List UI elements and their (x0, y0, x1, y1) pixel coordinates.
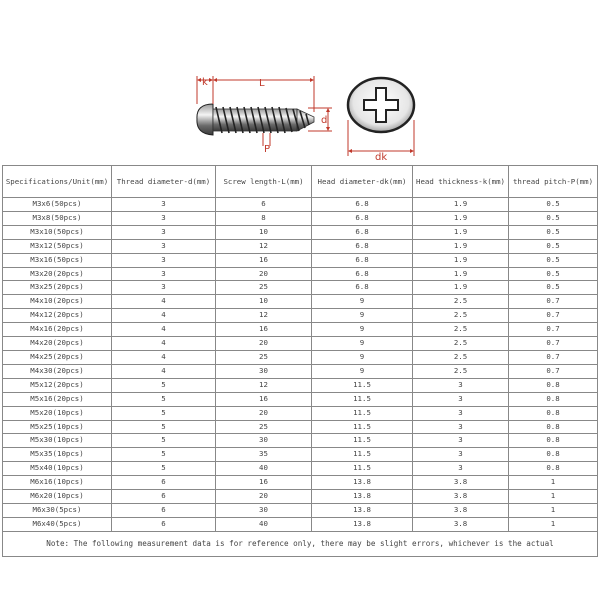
cell-specification: M6x16(10pcs) (3, 476, 112, 490)
cell-specification: M4x20(20pcs) (3, 337, 112, 351)
cell-thread-diameter: 4 (112, 295, 216, 309)
table-row (3, 364, 598, 378)
header-thread-pitch: thread pitch-P(mm) (509, 166, 598, 198)
cell-thread-pitch: 0.8 (509, 378, 598, 392)
cell-thread-pitch: 0.7 (509, 309, 598, 323)
cell-head-thickness: 3 (413, 434, 509, 448)
cell-head-diameter: 11.5 (312, 462, 413, 476)
cell-screw-length: 25 (216, 350, 312, 364)
cell-thread-pitch: 0.8 (509, 420, 598, 434)
table-row (3, 490, 598, 504)
cell-head-thickness: 3 (413, 378, 509, 392)
cell-thread-pitch: 0.8 (509, 406, 598, 420)
cell-head-thickness: 2.5 (413, 350, 509, 364)
cell-thread-diameter: 5 (112, 420, 216, 434)
table-row (3, 392, 598, 406)
cell-head-thickness: 1.9 (413, 267, 509, 281)
cell-head-thickness: 2.5 (413, 364, 509, 378)
cell-thread-diameter: 5 (112, 462, 216, 476)
header-specifications: Specifications/Unit(mm) (3, 166, 112, 198)
cell-screw-length: 16 (216, 476, 312, 490)
cell-head-diameter: 13.8 (312, 476, 413, 490)
cell-head-diameter: 13.8 (312, 490, 413, 504)
cell-thread-pitch: 0.5 (509, 267, 598, 281)
table-header-row (3, 166, 598, 198)
cell-thread-pitch: 0.5 (509, 211, 598, 225)
cell-screw-length: 16 (216, 253, 312, 267)
table-row (3, 517, 598, 531)
table-row (3, 239, 598, 253)
cell-head-thickness: 3.8 (413, 490, 509, 504)
cell-head-thickness: 3 (413, 448, 509, 462)
cell-thread-diameter: 6 (112, 503, 216, 517)
cell-thread-pitch: 0.7 (509, 364, 598, 378)
table-row (3, 281, 598, 295)
cell-specification: M5x16(20pcs) (3, 392, 112, 406)
cell-thread-pitch: 0.5 (509, 198, 598, 212)
cell-specification: M4x16(20pcs) (3, 323, 112, 337)
table-row (3, 295, 598, 309)
table-row (3, 448, 598, 462)
cell-screw-length: 20 (216, 406, 312, 420)
table-row (3, 434, 598, 448)
cell-thread-pitch: 1 (509, 476, 598, 490)
cell-head-diameter: 6.8 (312, 281, 413, 295)
screw-head (197, 104, 213, 135)
cell-screw-length: 20 (216, 267, 312, 281)
cell-thread-pitch: 0.8 (509, 392, 598, 406)
table-row (3, 420, 598, 434)
cell-head-diameter: 9 (312, 309, 413, 323)
cell-head-diameter: 11.5 (312, 406, 413, 420)
cell-specification: M4x10(20pcs) (3, 295, 112, 309)
cell-specification: M3x12(50pcs) (3, 239, 112, 253)
cell-thread-pitch: 0.5 (509, 225, 598, 239)
cell-specification: M6x30(5pcs) (3, 503, 112, 517)
cell-thread-diameter: 6 (112, 476, 216, 490)
cell-thread-diameter: 5 (112, 434, 216, 448)
table-row (3, 337, 598, 351)
table-row (3, 211, 598, 225)
cell-head-diameter: 6.8 (312, 239, 413, 253)
cell-thread-pitch: 1 (509, 517, 598, 531)
cell-head-thickness: 1.9 (413, 198, 509, 212)
cell-head-thickness: 3.8 (413, 476, 509, 490)
cell-head-thickness: 1.9 (413, 281, 509, 295)
cell-head-thickness: 1.9 (413, 225, 509, 239)
cell-thread-pitch: 0.5 (509, 253, 598, 267)
cell-thread-pitch: 1 (509, 503, 598, 517)
cell-screw-length: 30 (216, 364, 312, 378)
cell-screw-length: 12 (216, 239, 312, 253)
cell-specification: M3x10(50pcs) (3, 225, 112, 239)
cell-head-diameter: 9 (312, 295, 413, 309)
cell-specification: M5x30(10pcs) (3, 434, 112, 448)
cell-thread-diameter: 6 (112, 490, 216, 504)
cell-head-diameter: 11.5 (312, 378, 413, 392)
cell-screw-length: 12 (216, 378, 312, 392)
note-row (3, 531, 598, 556)
cell-screw-length: 12 (216, 309, 312, 323)
cell-head-diameter: 9 (312, 364, 413, 378)
cell-screw-length: 10 (216, 295, 312, 309)
table-row (3, 267, 598, 281)
dim-label-L: L (259, 78, 265, 89)
cell-thread-diameter: 3 (112, 281, 216, 295)
cell-screw-length: 30 (216, 503, 312, 517)
cell-thread-diameter: 3 (112, 239, 216, 253)
table-row (3, 476, 598, 490)
cell-head-diameter: 13.8 (312, 503, 413, 517)
cell-thread-diameter: 5 (112, 448, 216, 462)
cell-thread-pitch: 1 (509, 490, 598, 504)
cell-head-thickness: 1.9 (413, 239, 509, 253)
cell-head-thickness: 1.9 (413, 211, 509, 225)
cell-thread-diameter: 3 (112, 253, 216, 267)
table-row (3, 225, 598, 239)
reference-note: Note: The following measurement data is for reference only, there may be slight errors, whichever is the actual (3, 531, 598, 556)
table-row (3, 198, 598, 212)
dim-label-k: k (202, 77, 208, 88)
cell-thread-pitch: 0.7 (509, 323, 598, 337)
header-head-thickness: Head thickness-k(mm) (413, 166, 509, 198)
cell-screw-length: 20 (216, 490, 312, 504)
cell-thread-diameter: 4 (112, 364, 216, 378)
cell-head-diameter: 9 (312, 350, 413, 364)
dim-label-d: d (321, 115, 328, 126)
cell-head-diameter: 6.8 (312, 253, 413, 267)
dim-label-dk: dk (375, 152, 388, 163)
cell-head-thickness: 3 (413, 420, 509, 434)
cell-screw-length: 40 (216, 462, 312, 476)
cell-head-diameter: 6.8 (312, 211, 413, 225)
cell-head-thickness: 2.5 (413, 295, 509, 309)
cell-specification: M4x12(20pcs) (3, 309, 112, 323)
header-thread-diameter: Thread diameter-d(mm) (112, 166, 216, 198)
cell-specification: M3x6(50pcs) (3, 198, 112, 212)
table-row (3, 253, 598, 267)
cell-specification: M5x35(10pcs) (3, 448, 112, 462)
cell-head-thickness: 3 (413, 462, 509, 476)
cell-thread-diameter: 5 (112, 378, 216, 392)
cell-thread-diameter: 3 (112, 267, 216, 281)
cell-thread-pitch: 0.7 (509, 350, 598, 364)
cell-head-diameter: 11.5 (312, 434, 413, 448)
cell-head-diameter: 9 (312, 323, 413, 337)
header-head-diameter: Head diameter-dk(mm) (312, 166, 413, 198)
cell-head-thickness: 3 (413, 406, 509, 420)
screw-side-view (197, 104, 314, 135)
cell-head-thickness: 3.8 (413, 503, 509, 517)
cell-screw-length: 35 (216, 448, 312, 462)
screw-head-front-view (348, 78, 414, 132)
specification-table (2, 165, 598, 557)
cell-specification: M3x16(50pcs) (3, 253, 112, 267)
cell-specification: M6x20(10pcs) (3, 490, 112, 504)
cell-thread-diameter: 3 (112, 198, 216, 212)
cell-thread-diameter: 4 (112, 337, 216, 351)
cell-specification: M3x25(20pcs) (3, 281, 112, 295)
cell-thread-pitch: 0.8 (509, 434, 598, 448)
cell-screw-length: 10 (216, 225, 312, 239)
cell-head-diameter: 11.5 (312, 392, 413, 406)
table-row (3, 309, 598, 323)
dim-label-p: P (264, 144, 271, 155)
cell-head-diameter: 11.5 (312, 420, 413, 434)
cell-head-thickness: 2.5 (413, 309, 509, 323)
cell-specification: M5x40(10pcs) (3, 462, 112, 476)
cell-thread-diameter: 6 (112, 517, 216, 531)
screw-diagram (0, 0, 600, 165)
cell-thread-pitch: 0.7 (509, 337, 598, 351)
table-row (3, 503, 598, 517)
cell-screw-length: 16 (216, 323, 312, 337)
table-row (3, 323, 598, 337)
table-row (3, 350, 598, 364)
cell-head-thickness: 1.9 (413, 253, 509, 267)
cell-specification: M3x8(50pcs) (3, 211, 112, 225)
cell-thread-diameter: 3 (112, 225, 216, 239)
cell-specification: M4x25(20pcs) (3, 350, 112, 364)
cell-thread-pitch: 0.8 (509, 462, 598, 476)
cell-thread-pitch: 0.8 (509, 448, 598, 462)
cell-head-thickness: 2.5 (413, 337, 509, 351)
cell-screw-length: 25 (216, 281, 312, 295)
cell-screw-length: 16 (216, 392, 312, 406)
cell-thread-diameter: 3 (112, 211, 216, 225)
cell-thread-diameter: 5 (112, 392, 216, 406)
cell-thread-pitch: 0.7 (509, 295, 598, 309)
table-row (3, 406, 598, 420)
header-screw-length: Screw length-L(mm) (216, 166, 312, 198)
cell-thread-diameter: 4 (112, 350, 216, 364)
cell-specification: M5x12(20pcs) (3, 378, 112, 392)
cell-head-diameter: 9 (312, 337, 413, 351)
cell-specification: M6x40(5pcs) (3, 517, 112, 531)
cell-thread-diameter: 4 (112, 309, 216, 323)
cell-screw-length: 30 (216, 434, 312, 448)
cell-head-diameter: 6.8 (312, 225, 413, 239)
cell-specification: M4x30(20pcs) (3, 364, 112, 378)
cell-head-thickness: 3.8 (413, 517, 509, 531)
cell-specification: M5x25(10pcs) (3, 420, 112, 434)
table-row (3, 378, 598, 392)
cell-head-thickness: 3 (413, 392, 509, 406)
cell-specification: M3x20(20pcs) (3, 267, 112, 281)
cell-screw-length: 8 (216, 211, 312, 225)
cell-screw-length: 40 (216, 517, 312, 531)
cell-head-thickness: 2.5 (413, 323, 509, 337)
cell-head-diameter: 11.5 (312, 448, 413, 462)
cell-thread-diameter: 5 (112, 406, 216, 420)
cell-thread-pitch: 0.5 (509, 281, 598, 295)
cell-screw-length: 25 (216, 420, 312, 434)
cell-screw-length: 20 (216, 337, 312, 351)
table-row (3, 462, 598, 476)
cell-head-diameter: 6.8 (312, 198, 413, 212)
cell-thread-diameter: 4 (112, 323, 216, 337)
cell-head-diameter: 6.8 (312, 267, 413, 281)
cell-thread-pitch: 0.5 (509, 239, 598, 253)
cell-specification: M5x20(10pcs) (3, 406, 112, 420)
cell-head-diameter: 13.8 (312, 517, 413, 531)
cell-screw-length: 6 (216, 198, 312, 212)
